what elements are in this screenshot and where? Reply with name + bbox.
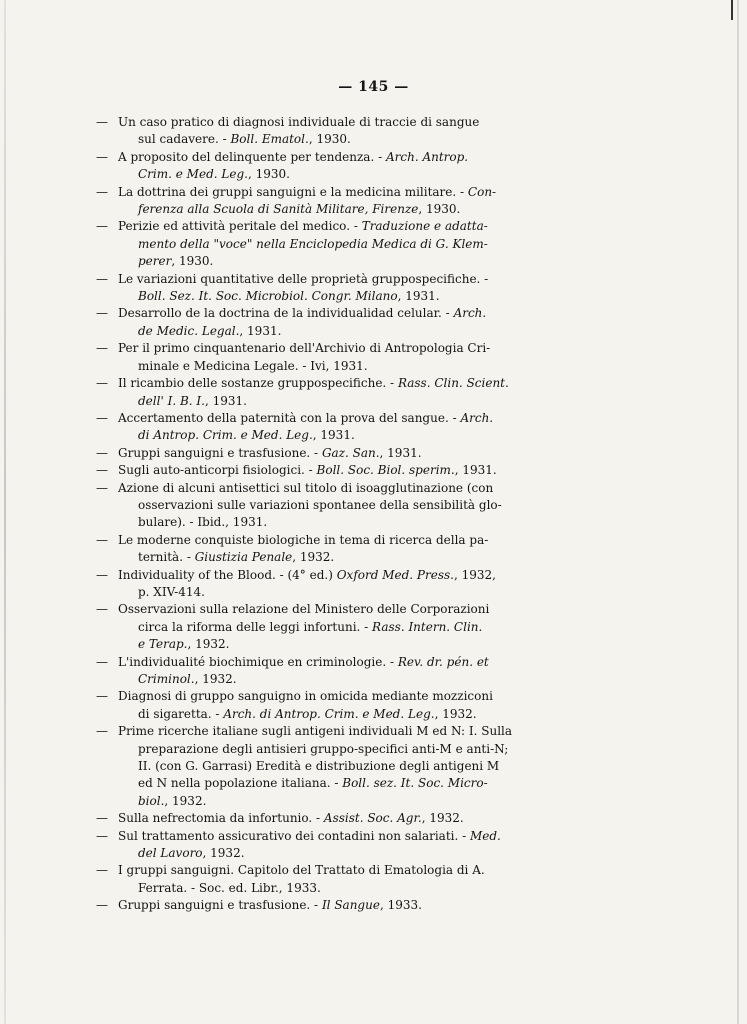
- bibliography-entry: — Diagnosi di gruppo sanguigno in omicida mediante mozziconi di sigaretta. - Arch. di Antrop. Crim. e Med. Leg., 1932.: [96, 689, 493, 721]
- entry-dash: —: [96, 898, 108, 913]
- bibliography-entry: — Gruppi sanguigni e trasfusione. - Gaz. San., 1931.: [96, 445, 544, 462]
- entry-dash: —: [96, 149, 108, 164]
- page-edge-left: [4, 0, 6, 1024]
- entry-dash: —: [96, 811, 108, 826]
- entry-dash: —: [96, 445, 108, 460]
- entry-dash: —: [96, 219, 108, 234]
- entry-dash: —: [96, 828, 108, 843]
- corner-mark: [731, 0, 733, 20]
- entry-dash: —: [96, 341, 108, 356]
- bibliography-entry: — Le variazioni quantitative delle proprietà gruppospecifiche. - Boll. Sez. It. Soc. Microbiol. Congr. Milano, 1931.: [96, 271, 489, 304]
- bibliography-entry: — La dottrina dei gruppi sanguigni e la medicina militare. - Con- ferenza alla Scuola di Sanità Militare, Firenze, 1930.: [96, 184, 497, 217]
- bibliography-entry: — I gruppi sanguigni. Capitolo del Trattato di Ematologia di A. Ferrata. - Soc. ed. Libr., 1933.: [96, 863, 485, 895]
- page-edge-right: [737, 0, 739, 1024]
- bibliography-list: [96, 114, 544, 915]
- bibliography-entry: — Sul trattamento assicurativo dei contadini non salariati. - Med. del Lavoro, 1932.: [96, 828, 501, 861]
- bibliography-entry: — Sugli auto-anticorpi fisiologici. - Boll. Soc. Biol. sperim., 1931.: [96, 462, 544, 479]
- entry-dash: —: [96, 689, 108, 704]
- bibliography-entry: — L'individualité biochimique en criminologie. - Rev. dr. pén. et Criminol., 1932.: [96, 654, 489, 686]
- bibliography-entry: — Perizie ed attività peritale del medico. - Traduzione e adatta- mento della "voce" nella Enciclopedia Medica di G. Klem- perer, 1930.: [96, 219, 488, 269]
- entry-dash: —: [96, 376, 108, 391]
- entry-dash: —: [96, 184, 108, 199]
- bibliography-entry: — Osservazioni sulla relazione del Ministero delle Corporazioni circa la riforma delle leggi infortuni. - Rass. Intern. Clin. e Terap., 1932.: [96, 602, 490, 652]
- bibliography-entry: — Gruppi sanguigni e trasfusione. - Il Sangue, 1933.: [96, 897, 544, 914]
- page-number: — 145 —: [338, 79, 409, 95]
- bibliography-entry: — Accertamento della paternità con la prova del sangue. - Arch. di Antrop. Crim. e Med. Leg., 1931.: [96, 410, 494, 443]
- entry-dash: —: [96, 863, 108, 878]
- entry-dash: —: [96, 410, 108, 425]
- bibliography-entry: — Azione di alcuni antisettici sul titolo di isoagglutinazione (con osservazioni sulle variazioni spontanee della sensibilità glo- bulare). - Ibid., 1931.: [96, 480, 502, 530]
- entry-dash: —: [96, 532, 108, 547]
- bibliography-entry: — Per il primo cinquantenario dell'Archivio di Antropologia Cri- minale e Medicina Legale. - Ivi, 1931.: [96, 341, 491, 373]
- entry-dash: —: [96, 271, 108, 286]
- entry-dash: —: [96, 115, 108, 129]
- bibliography-entry: — Un caso pratico di diagnosi individuale di traccie di sangue sul cadavere. - Boll. Ematol., 1930.: [96, 115, 480, 147]
- entry-dash: —: [96, 567, 108, 582]
- entry-dash: —: [96, 463, 108, 478]
- bibliography-entry: — Prime ricerche italiane sugli antigeni individuali M ed N: I. Sulla preparazione degli antisieri gruppo-specifici anti-M e anti-N; II. (con G. Garrasi) Eredità e distribuzione degli antigeni M ed N nella popolazione italiana. - Boll. sez. It. Soc. Micro- biol., 1932.: [96, 724, 513, 808]
- bibliography-entry: — Il ricambio delle sostanze gruppospecifiche. - Rass. Clin. Scient. dell' I. B. I., 1931.: [96, 376, 509, 408]
- bibliography-entry: — A proposito del delinquente per tendenza. - Arch. Antrop. Crim. e Med. Leg., 1930.: [96, 149, 469, 182]
- bibliography-entry: — Desarrollo de la doctrina de la individualidad celular. - Arch. de Medic. Legal., 1931.: [96, 306, 487, 338]
- bibliography-entry: — Individuality of the Blood. - (4° ed.) Oxford Med. Press., 1932, p. XIV-414.: [96, 567, 496, 599]
- bibliography-entry: — Le moderne conquiste biologiche in tema di ricerca della pa- ternità. - Giustizia Penale, 1932.: [96, 532, 489, 565]
- bibliography-entry: — Sulla nefrectomia da infortunio. - Assist. Soc. Agr., 1932.: [96, 810, 544, 827]
- entry-dash: —: [96, 602, 108, 617]
- entry-dash: —: [96, 480, 108, 495]
- entry-dash: —: [96, 306, 108, 321]
- entry-dash: —: [96, 724, 108, 739]
- entry-dash: —: [96, 654, 108, 669]
